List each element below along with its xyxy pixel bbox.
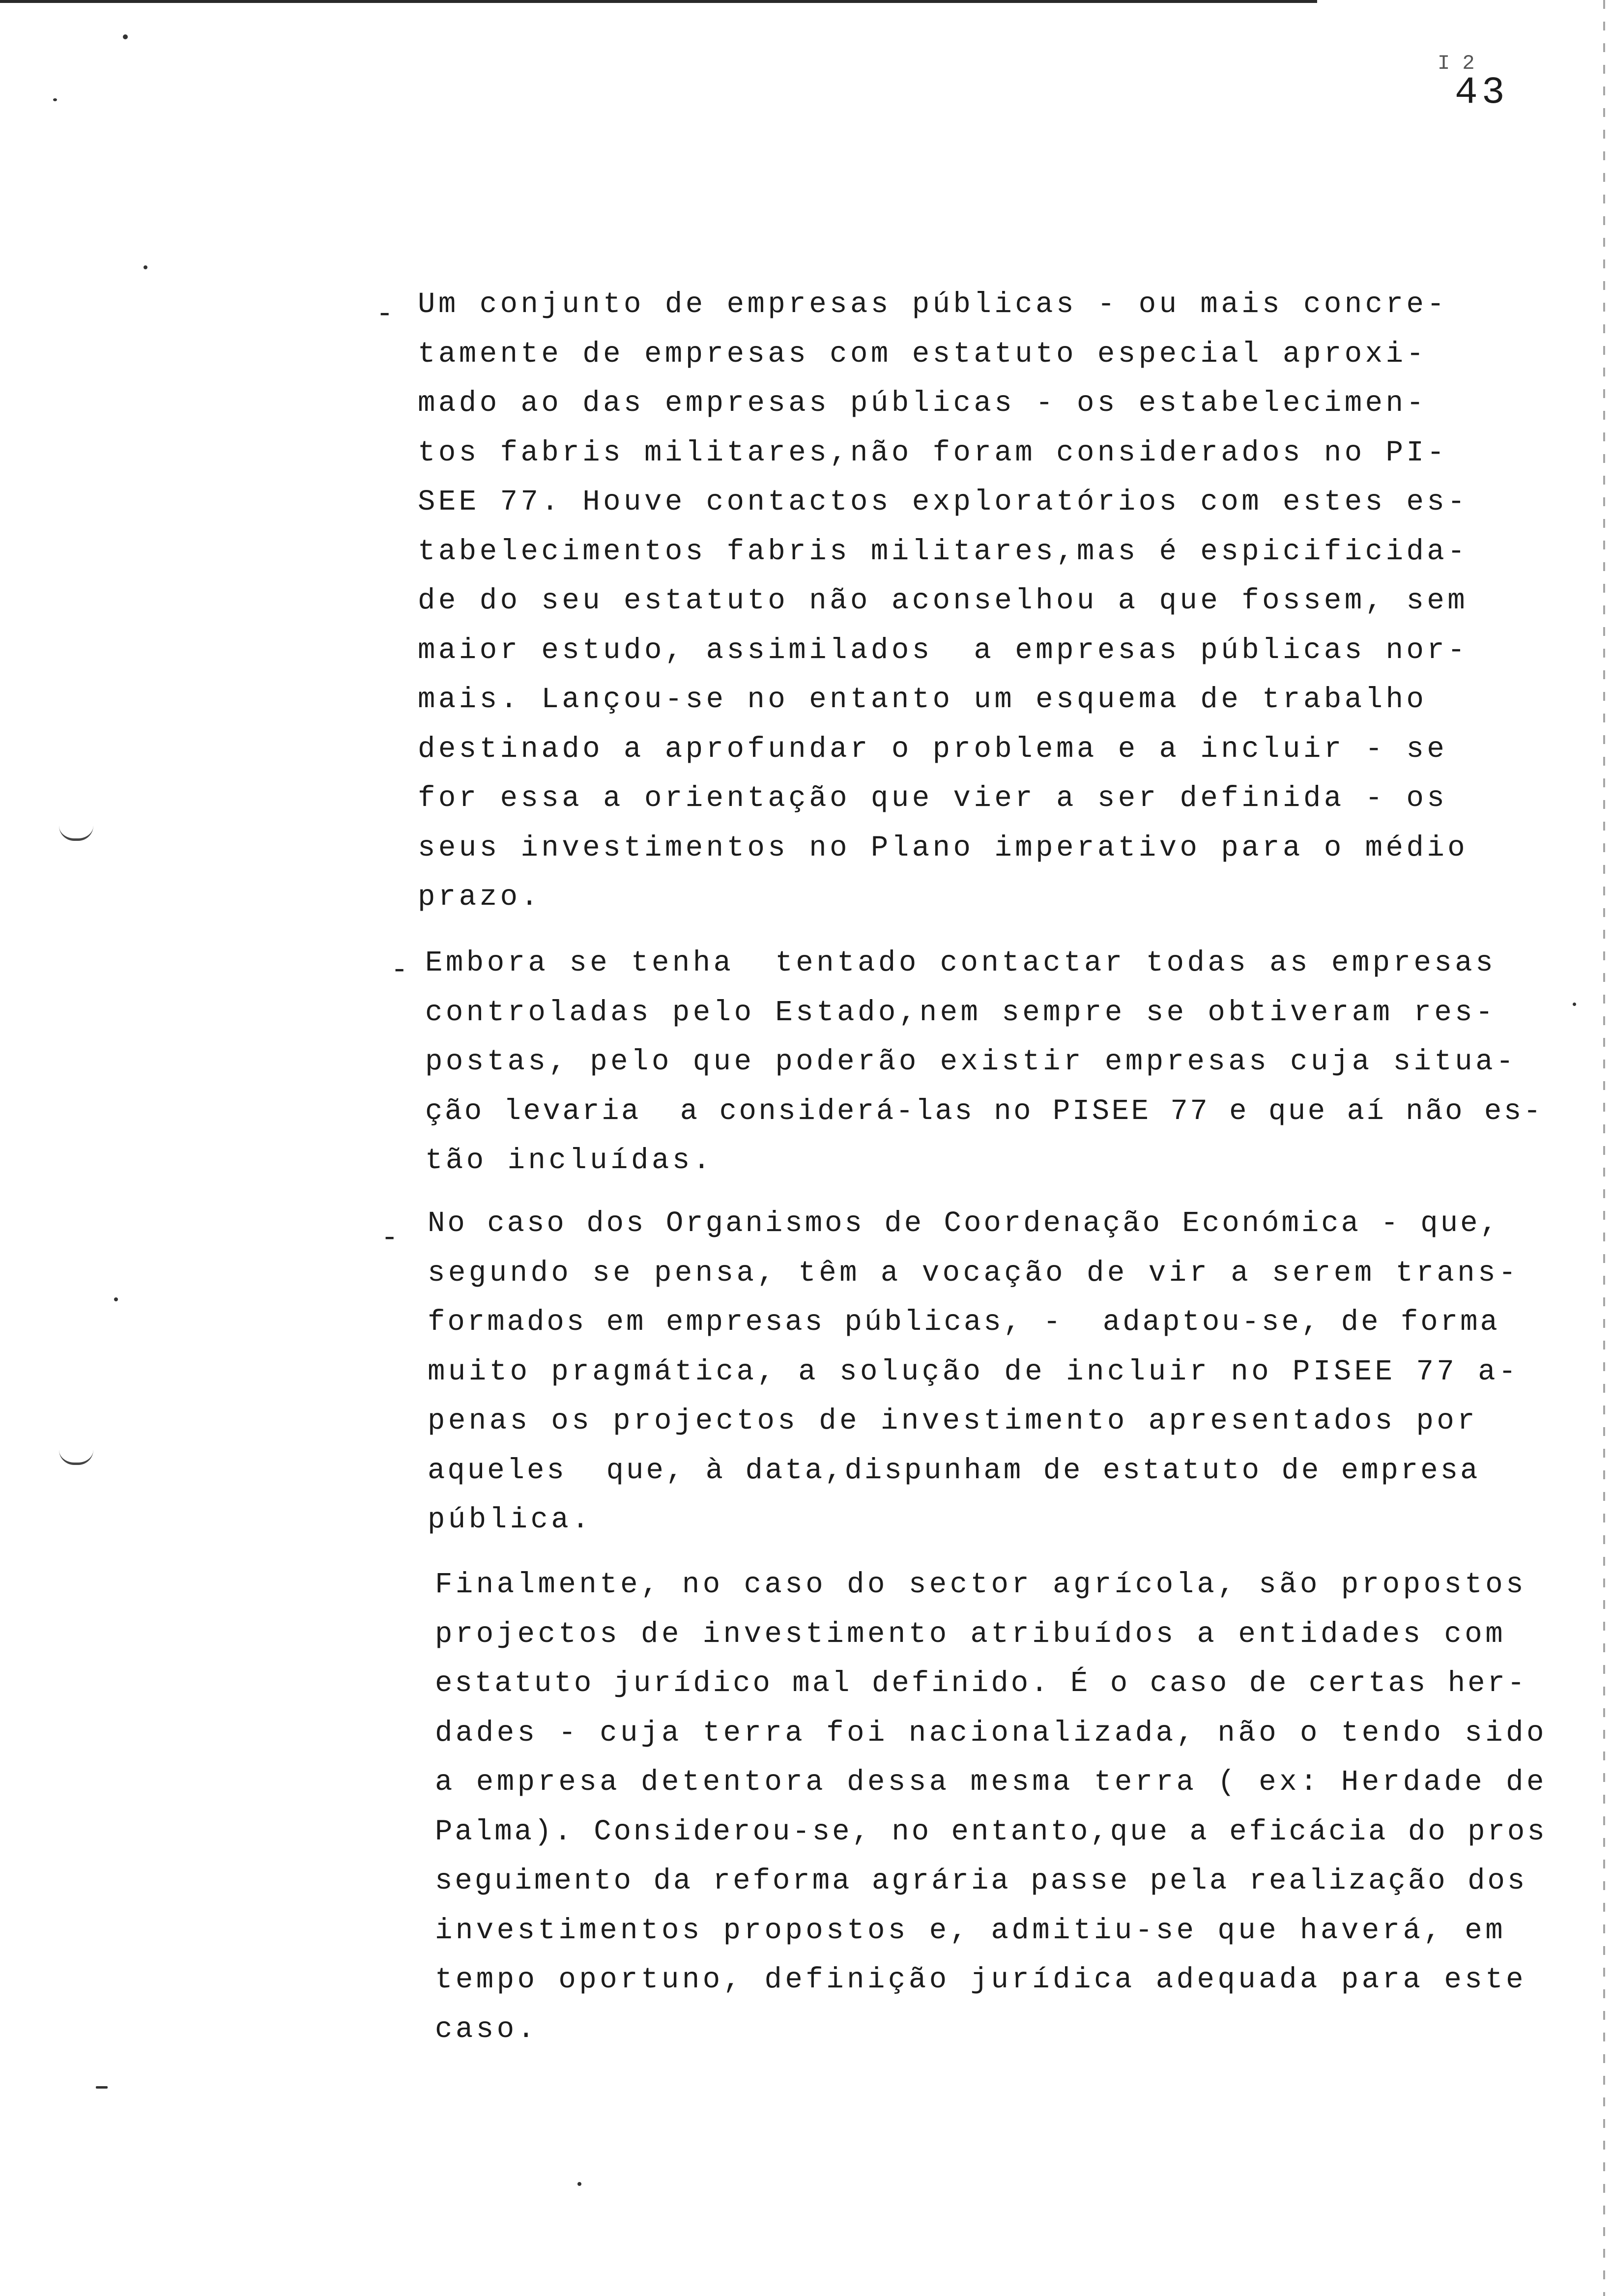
list-dash: - [381, 1222, 399, 1255]
paragraph-1 [418, 280, 1468, 922]
text-line: ção levaria a considerá-las no PISEE 77 e que aí não es- [425, 1094, 1543, 1128]
scan-top-edge [0, 0, 1317, 3]
text-line: Embora se tenha tentado contactar todas as empresas [425, 947, 1497, 979]
text-line: formados em empresas públicas, - adaptou-se, de forma [428, 1306, 1500, 1339]
text-line: muito pragmática, a solução de incluir no PISEE 77 a- [428, 1355, 1520, 1388]
punch-hole-mark [59, 1450, 93, 1465]
text-line: tão incluídas. [425, 1144, 714, 1177]
text-line: seus investimentos no Plano imperativo para o médio [418, 831, 1468, 864]
scan-speck [123, 34, 128, 39]
text-line: postas, pelo que poderão existir empresas cuja situa- [425, 1045, 1517, 1078]
scan-speck [1573, 1003, 1576, 1006]
paragraph-2 [425, 939, 1543, 1186]
scan-speck [144, 265, 147, 269]
text-line: No caso dos Organismos de Coordenação Económica - que, [428, 1207, 1500, 1240]
text-line: segundo se pensa, têm a vocação de vir a serem trans- [428, 1256, 1520, 1290]
scan-speck [96, 2086, 108, 2089]
scan-speck [114, 1297, 118, 1301]
page-number: 43 [1455, 71, 1509, 115]
text-line: projectos de investimento atribuídos a entidades com [435, 1617, 1506, 1651]
list-dash: - [391, 954, 408, 987]
text-line: maior estudo, assimilados a empresas públicas nor- [418, 633, 1468, 667]
text-line: tempo oportuno, definição jurídica adequada para este [435, 1963, 1527, 1996]
text-line: pública. [428, 1503, 593, 1536]
text-line: prazo. [418, 881, 542, 914]
text-line: dades - cuja terra foi nacionalizada, não o tendo sido [435, 1716, 1547, 1750]
text-line: Finalmente, no caso do sector agrícola, são propostos [435, 1568, 1527, 1601]
text-line: mado ao das empresas públicas - os estabelecimen- [418, 387, 1427, 420]
text-line: tamente de empresas com estatuto especial aproxi- [418, 337, 1427, 371]
text-line: tabelecimentos fabris militares,mas é espicificida- [418, 535, 1468, 568]
scan-speck [577, 2182, 581, 2186]
text-line: investimentos propostos e, admitiu-se que haverá, em [435, 1914, 1506, 1947]
text-line: aqueles que, à data,dispunham de estatuto de empresa [428, 1454, 1480, 1487]
text-line: controladas pelo Estado,nem sempre se obtiveram res- [425, 996, 1497, 1029]
text-line: SEE 77. Houve contactos exploratórios com estes es- [418, 486, 1468, 518]
text-line: Um conjunto de empresas públicas - ou mais concre- [418, 288, 1448, 321]
text-line: caso. [435, 2012, 538, 2046]
text-line: for essa a orientação que vier a ser definida - os [418, 782, 1448, 815]
text-line: Palma). Considerou-se, no entanto,que a eficácia do pros [435, 1815, 1547, 1848]
text-line: seguimento da reforma agrária passe pela realização dos [435, 1865, 1527, 1897]
text-line: destinado a aprofundar o problema e a incluir - se [418, 732, 1448, 766]
text-line: de do seu estatuto não aconselhou a que fossem, sem [418, 584, 1468, 617]
text-line: mais. Lançou-se no entanto um esquema de trabalho [418, 683, 1427, 716]
scan-speck [53, 98, 57, 101]
corner-mark: I 2 [1438, 52, 1475, 75]
paragraph-4 [435, 1560, 1547, 2054]
text-line: a empresa detentora dessa mesma terra ( ex: Herdade de [435, 1766, 1547, 1799]
list-dash: - [376, 298, 394, 331]
scan-right-edge [1603, 0, 1605, 2296]
paragraph-3 [428, 1199, 1519, 1545]
text-line: estatuto jurídico mal definido. É o caso de certas her- [435, 1667, 1527, 1700]
text-line: tos fabris militares,não foram considerados no PI- [418, 436, 1448, 469]
punch-hole-mark [59, 826, 93, 841]
text-line: penas os projectos de investimento apresentados por [428, 1405, 1478, 1437]
